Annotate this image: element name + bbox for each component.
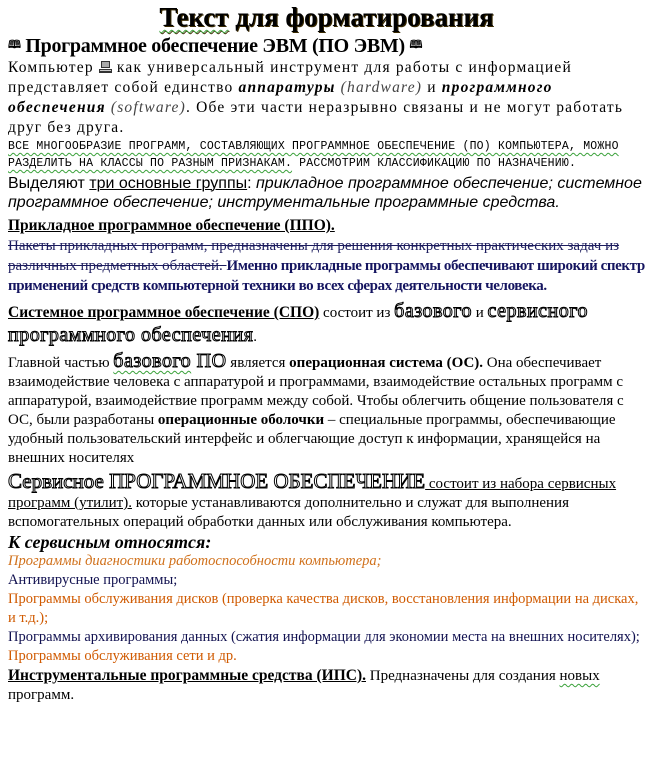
ppo-heading: Прикладное программное обеспечение (ППО). [8, 217, 335, 234]
outline-text: ПО [191, 350, 227, 372]
ips-heading: Инструментальные программные средства (ИПС). [8, 667, 366, 684]
text-run: (hardware) [335, 79, 423, 96]
ips-paragraph [8, 666, 645, 705]
bold-text: операционные оболочки [157, 412, 325, 428]
term-software: программного обеспечения [8, 79, 553, 116]
text-run: РАССМОТРИМ КЛАССИФИКАЦИЮ ПО НАЗНАЧЕНИЮ. [292, 157, 577, 170]
intro-paragraph [8, 58, 645, 138]
term-hardware: аппаратуры [238, 79, 336, 96]
text-run: Она обеспечивает взаимодействие человека с аппаратурой и программами, взаимодействие остальных программ с аппаратурой, взаимодействие программ между собой. Чтобы облегчить общение пользователя с ОС, были разработаны [8, 355, 624, 428]
list-item: Программы архивирования данных (сжатия информации для экономии места на внешних носителях); [8, 629, 640, 645]
title-word-spellchecked: Текст [159, 2, 229, 32]
text-run: прикладное программное обеспечение; системное программное обеспечение; инструментальные программные средства. [8, 175, 642, 211]
book-icon: 🕮 [8, 39, 21, 51]
text-run: которые устанавливаются дополнительно и служат для выполнения вспомогательных операций обработки данных или обслуживания компьютера. [8, 495, 569, 530]
service-paragraph [8, 469, 645, 532]
groups-paragraph [8, 174, 645, 212]
ppo-paragraph [8, 216, 645, 296]
text-run: является [226, 355, 290, 371]
text-run: Компьютер [8, 59, 99, 76]
outline-text: ПРОГРАММНОЕ ОБЕСПЕЧЕНИЕ [109, 469, 426, 493]
spellchecked-text: новых [559, 668, 600, 684]
outline-text: базового [394, 300, 472, 322]
classification-paragraph [8, 138, 645, 172]
bold-text: операционная система (ОС). [289, 355, 484, 371]
spellchecked-text: ВСЕ МНОГООБРАЗИЕ ПРОГРАММ, СОСТАВЛЯЮЩИХ ПРОГРАММНОЕ ОБЕСПЕЧЕНИЕ (ПО) КОМПЬЮТЕРА, МОЖНО РАЗДЕЛИТЬ НА КЛАССЫ ПО РАЗНЫМ ПРИЗНАКАМ. [8, 140, 619, 170]
book-icon: 🕮 [409, 39, 423, 51]
strikethrough-text: Пакеты прикладных программ, предназначены для решения конкретных практических задач из различных предметных областей. [8, 238, 620, 274]
list-item: Программы обслуживания дисков (проверка качества дисков, восстановления информации на дисках, и т.д.); [8, 591, 639, 626]
os-paragraph [8, 352, 645, 468]
list-item: Антивирусные программы; [8, 572, 178, 588]
text-run: как универсальный инструмент для работы с информацией представляет собой единство [8, 59, 572, 96]
text-run: Предназначены для создания [366, 668, 560, 684]
underlined-text: состоит из набора сервисных программ (утилит). [8, 476, 617, 511]
bold-text: Именно прикладные программы обеспечивают широкий спектр применений средств компьютерной техники во всех сферах деятельности человека. [8, 258, 645, 294]
heading-text: Программное обеспечение ЭВМ (ПО ЭВМ) [25, 35, 405, 57]
text-run: и [422, 79, 442, 96]
text-run: программ. [8, 687, 75, 703]
list-item: Программы диагностики работоспособности компьютера; [8, 553, 382, 569]
outline-text: сервисного программного обеспечения [8, 300, 588, 346]
text-run: . [253, 329, 258, 345]
section-heading [8, 34, 645, 58]
text-run: и [472, 305, 488, 321]
spo-paragraph [8, 300, 645, 348]
computer-icon [99, 61, 112, 73]
text-run: . Обе эти части неразрывно связаны и не могут работать друг без друга. [8, 99, 624, 136]
document-title [8, 2, 645, 32]
text-run: : [247, 175, 256, 192]
outline-text: базового [113, 350, 192, 372]
underlined-text: три основные группы [89, 175, 248, 192]
text-run: Главной частью [8, 355, 114, 371]
outline-text: Сервисное [8, 469, 110, 493]
title-text: для форматирования [228, 2, 494, 32]
text-run: – специальные программы, обеспечивающие удобный пользовательский интерфейс и облегчающие доступ к информации, хранящейся на внешних носителях [8, 412, 616, 466]
text-run: состоит из [319, 305, 395, 321]
spo-heading: Системное программное обеспечение (СПО) [8, 304, 320, 321]
list-item: Программы обслуживания сети и др. [8, 648, 237, 664]
service-list-heading: К сервисным относятся: [8, 532, 212, 552]
text-run: Выделяют [8, 175, 90, 192]
text-run: (software) [105, 99, 186, 116]
